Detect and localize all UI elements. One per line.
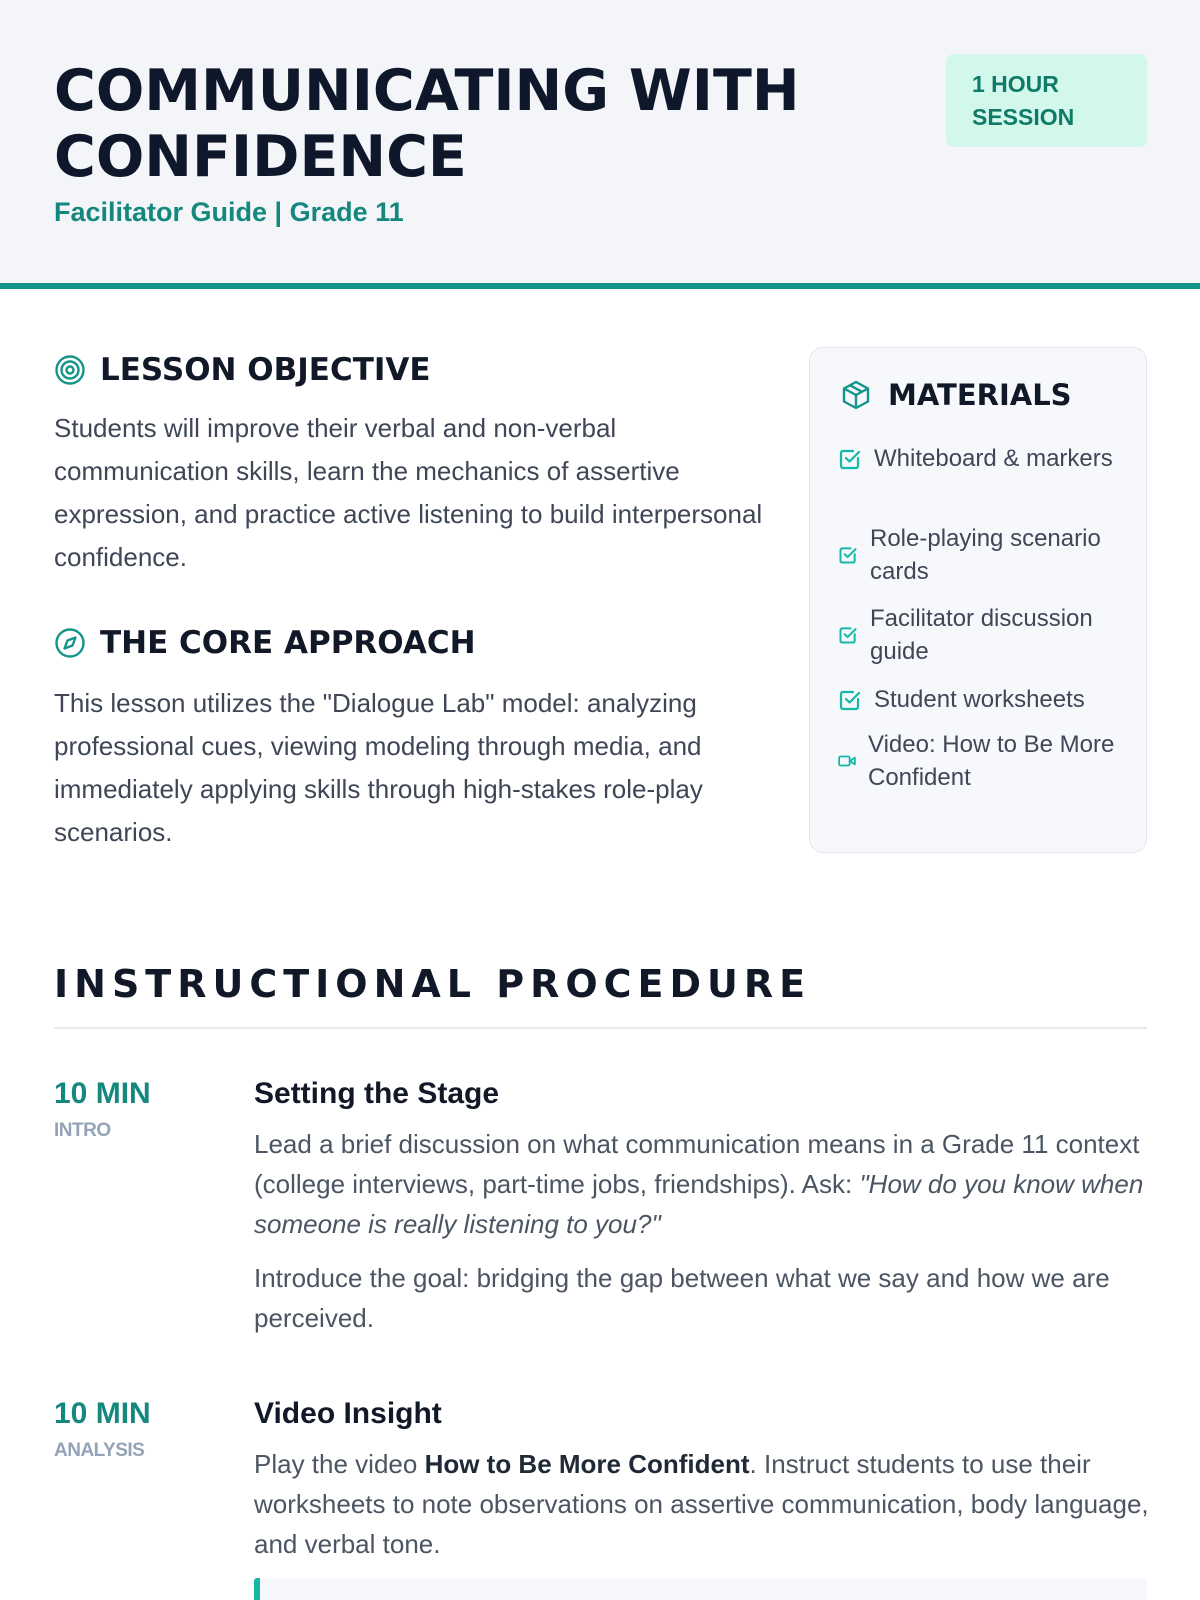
checkbox-icon xyxy=(838,545,858,565)
step-title: Setting the Stage xyxy=(254,1077,500,1110)
page-subtitle: Facilitator Guide | Grade 11 xyxy=(54,197,404,227)
video-icon xyxy=(838,754,856,768)
page-title: COMMUNICATING WITH CONFIDENCE xyxy=(54,58,800,190)
package-icon xyxy=(840,379,872,411)
page-header xyxy=(0,0,1200,289)
checkbox-icon xyxy=(838,625,858,645)
step-paragraph xyxy=(254,1444,1154,1564)
step-paragraph: Introduce the goal: bridging the gap between what we say and how we are perceived. xyxy=(254,1263,1110,1333)
approach-heading xyxy=(54,625,476,661)
material-item-label: Role-playing scenario cards xyxy=(870,525,1101,585)
approach-heading-label: THE CORE APPROACH xyxy=(100,625,476,661)
step-phase: INTRO xyxy=(54,1120,111,1141)
callout-box xyxy=(260,1578,1147,1600)
compass-icon xyxy=(54,627,86,659)
step-paragraph xyxy=(254,1124,1154,1244)
step-text: Lead a brief discussion on what communication means in a Grade 11 context (college interviews, part-time jobs, friendships). Ask: xyxy=(254,1129,1140,1199)
materials-heading xyxy=(840,378,1072,412)
step-text: . Instruct students to use their worksheets to note observations on assertive communication, body language, and verbal tone. xyxy=(254,1449,1149,1559)
target-icon xyxy=(54,354,86,386)
checkbox-icon xyxy=(838,447,862,471)
duration-badge: 1 HOUR SESSION xyxy=(946,54,1147,147)
divider xyxy=(54,1027,1147,1029)
step-time: 10 MIN xyxy=(54,1397,151,1430)
material-item xyxy=(838,728,1128,794)
step-title: Video Insight xyxy=(254,1397,442,1430)
procedure-heading: INSTRUCTIONAL PROCEDURE xyxy=(54,962,812,1006)
material-item xyxy=(838,522,1128,588)
material-item xyxy=(838,602,1128,668)
material-item-label: Whiteboard & markers xyxy=(874,445,1113,472)
material-item xyxy=(838,442,1128,475)
objective-text: Students will improve their verbal and non-verbal communication skills, learn the mechanics of assertive expression, and practice active listening to build interpersonal confidence. xyxy=(54,413,763,572)
step-quote: "How do you know when someone is really listening to you?" xyxy=(254,1169,1144,1239)
checkbox-icon xyxy=(838,688,862,712)
material-item-label: Video: How to Be More Confident xyxy=(868,731,1115,791)
step-text: Play the video xyxy=(254,1449,425,1479)
objective-heading-label: LESSON OBJECTIVE xyxy=(100,352,431,388)
material-item-label: Student worksheets xyxy=(874,686,1085,713)
approach-text: This lesson utilizes the "Dialogue Lab" model: analyzing professional cues, viewing modeling through media, and immediately applying skills through high-stakes role-play scenarios. xyxy=(54,688,703,847)
materials-heading-label: MATERIALS xyxy=(888,378,1072,412)
material-item xyxy=(838,683,1128,716)
material-item-label: Facilitator discussion guide xyxy=(870,605,1093,665)
step-phase: ANALYSIS xyxy=(54,1440,145,1461)
materials-card xyxy=(809,347,1147,853)
step-time: 10 MIN xyxy=(54,1077,151,1110)
objective-heading xyxy=(54,352,431,388)
video-title: How to Be More Confident xyxy=(424,1449,750,1479)
